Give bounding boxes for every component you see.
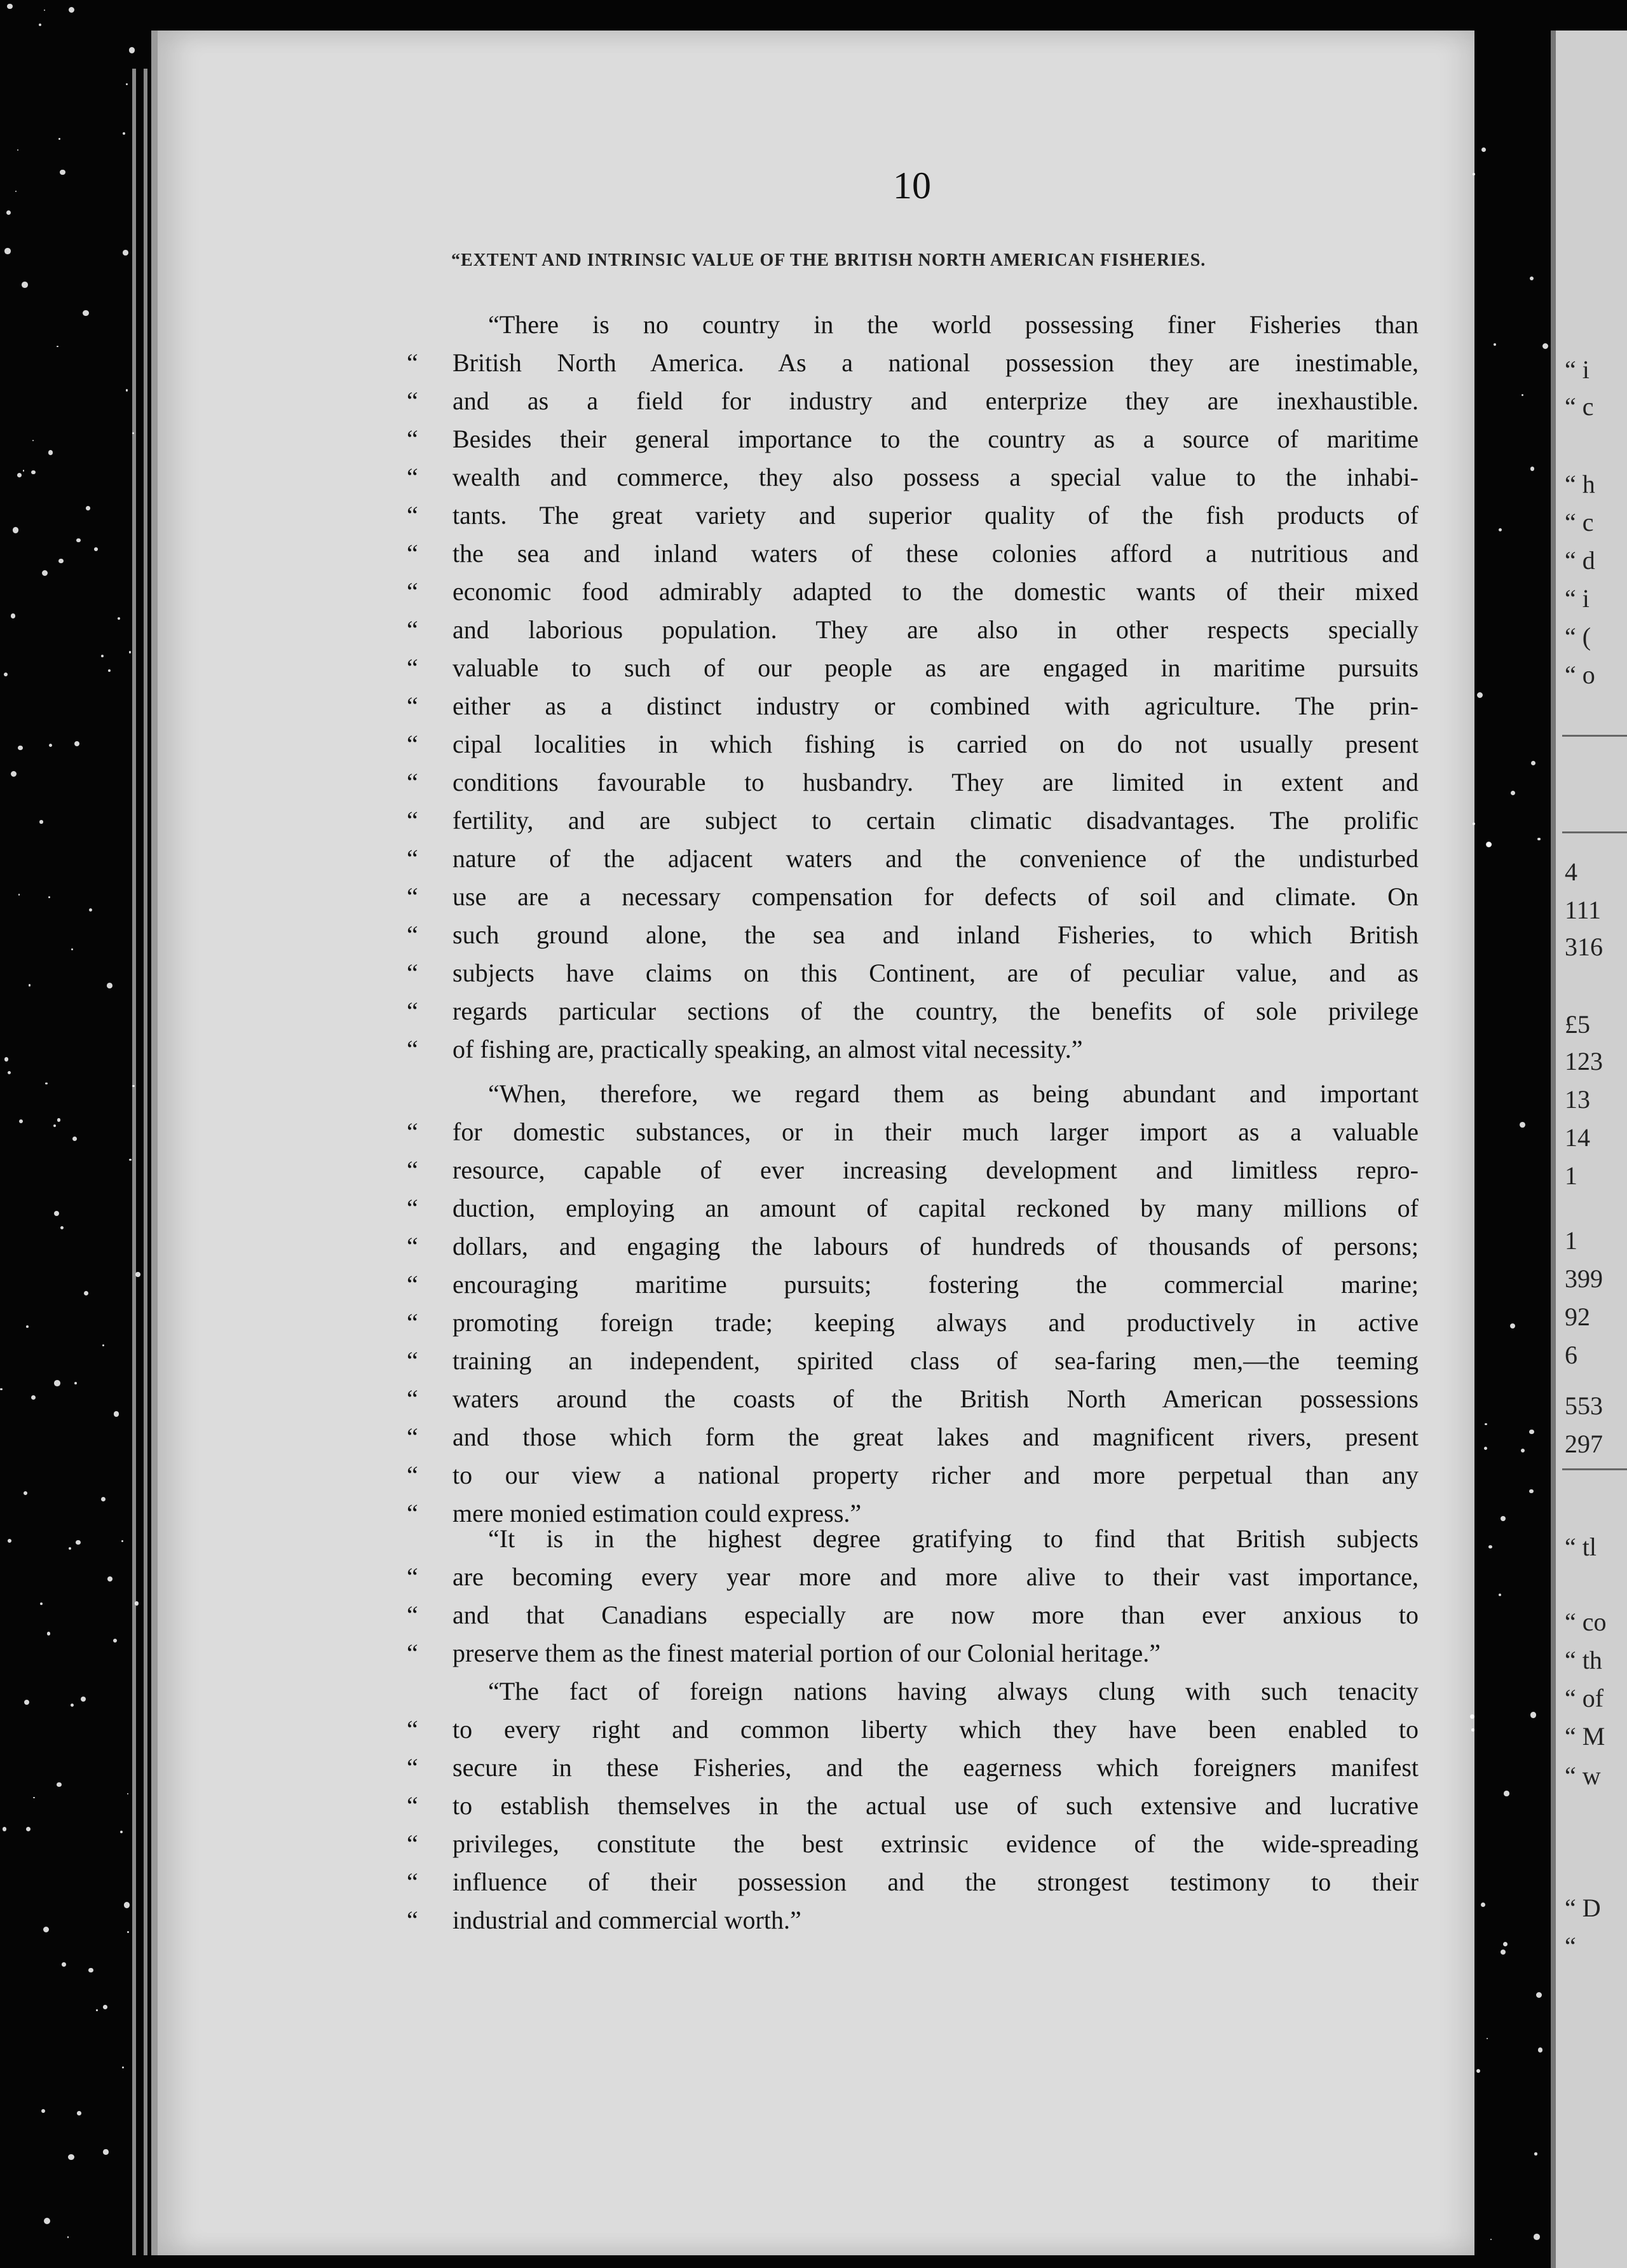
- margin-quote-mark: “: [407, 1601, 418, 1629]
- dust-speck: [17, 473, 22, 477]
- adjacent-fragment-line: 1: [1565, 1161, 1577, 1190]
- text-line: [0, 802, 1462, 840]
- page-number: 10: [893, 165, 931, 207]
- margin-quote-mark: “: [407, 1791, 418, 1820]
- dust-speck: [8, 1539, 11, 1543]
- margin-quote-mark: “: [407, 501, 418, 529]
- dust-speck: [129, 47, 135, 53]
- dust-speck: [60, 1226, 64, 1229]
- dust-speck: [41, 2109, 45, 2113]
- adjacent-rule: [1562, 1468, 1627, 1470]
- adjacent-fragment-line: “ d: [1565, 546, 1595, 575]
- margin-quote-mark: “: [407, 1868, 418, 1896]
- margin-quote-mark: “: [407, 1715, 418, 1744]
- text-line: [0, 1031, 1462, 1069]
- dust-speck: [1511, 791, 1515, 795]
- dust-speck: [1470, 1714, 1474, 1719]
- text-line: [0, 611, 1462, 650]
- margin-quote-mark: “: [407, 1639, 418, 1667]
- text-line-content: of fishing are, practically speaking, an almost vital necessity.”: [453, 1035, 1083, 1063]
- dust-speck: [62, 1962, 66, 1967]
- text-line-content: tants. The great variety and superior quality of the fish products of: [453, 501, 1419, 529]
- text-line-content: such ground alone, the sea and inland Fisheries, to which British: [453, 920, 1419, 949]
- text-line: [0, 878, 1462, 917]
- text-line-content: and as a field for industry and enterprize they are inexhaustible.: [453, 386, 1419, 415]
- dust-speck: [67, 2236, 69, 2238]
- dust-speck: [129, 651, 132, 653]
- text-line: [0, 497, 1462, 535]
- dust-speck: [1488, 1545, 1492, 1548]
- adjacent-rule: [1562, 735, 1627, 737]
- text-line-content: nature of the adjacent waters and the convenience of the undisturbed: [453, 844, 1419, 873]
- dust-speck: [4, 1057, 8, 1061]
- text-line-content: Besides their general importance to the country as a source of maritime: [453, 425, 1419, 453]
- text-line: [0, 1864, 1462, 1902]
- text-line: [0, 1152, 1462, 1190]
- margin-quote-mark: “: [407, 1232, 418, 1260]
- dust-speck: [1501, 1950, 1506, 1955]
- dust-speck: [123, 132, 125, 135]
- text-line: [0, 306, 1462, 345]
- dust-speck: [1477, 692, 1483, 698]
- dust-speck: [1504, 1791, 1509, 1796]
- dust-speck: [84, 1291, 88, 1295]
- dust-speck: [135, 1272, 140, 1276]
- text-line: [0, 421, 1462, 459]
- text-line-content: fertility, and are subject to certain climatic disadvantages. The prolific: [453, 806, 1419, 835]
- text-line-content: waters around the coasts of the British North American possessions: [453, 1384, 1419, 1413]
- text-line-content: cipal localities in which fishing is carried on do not usually present: [453, 730, 1419, 758]
- text-line-content: duction, employing an amount of capital reckoned by many millions of: [453, 1194, 1419, 1222]
- dust-speck: [94, 547, 98, 551]
- text-line: [0, 955, 1462, 993]
- dust-speck: [47, 1632, 50, 1635]
- adjacent-rule: [1562, 831, 1627, 833]
- dust-speck: [101, 1497, 106, 1501]
- text-line-content: British North America. As a national possession they are inestimable,: [453, 348, 1419, 377]
- margin-quote-mark: “: [407, 920, 418, 949]
- text-line-content: training an independent, spirited class of sea-faring men,—the teeming: [453, 1346, 1419, 1375]
- margin-quote-mark: “: [407, 882, 418, 911]
- adjacent-fragment-line: “ M: [1565, 1722, 1605, 1751]
- dust-speck: [132, 432, 134, 434]
- dust-speck: [108, 669, 111, 672]
- margin-quote-mark: “: [407, 1906, 418, 1934]
- dust-speck: [13, 527, 18, 533]
- margin-quote-mark: “: [407, 1499, 418, 1527]
- margin-quote-mark: “: [407, 1384, 418, 1413]
- adjacent-fragment-line: 6: [1565, 1341, 1577, 1369]
- text-line: [0, 1114, 1462, 1152]
- text-line-content: privileges, constitute the best extrinsic evidence of the wide-spreading: [453, 1829, 1419, 1858]
- dust-speck: [43, 1927, 49, 1932]
- text-line: [0, 1520, 1462, 1559]
- dust-speck: [7, 4, 13, 10]
- dust-speck: [60, 170, 65, 175]
- text-line-content: conditions favourable to husbandry. They are limited in extent and: [453, 768, 1419, 796]
- dust-speck: [1531, 761, 1535, 765]
- text-line: [0, 573, 1462, 611]
- adjacent-fragment-line: 14: [1565, 1123, 1590, 1152]
- dust-speck: [1484, 1447, 1487, 1450]
- adjacent-fragment-line: “ i: [1565, 355, 1590, 384]
- dust-speck: [68, 2154, 74, 2161]
- text-line: [0, 1749, 1462, 1787]
- dust-speck: [11, 613, 15, 618]
- margin-quote-mark: “: [407, 1423, 418, 1451]
- text-line-content: either as a distinct industry or combined with agriculture. The prin-: [453, 692, 1419, 720]
- dust-speck: [1487, 2038, 1488, 2039]
- dust-speck: [57, 1782, 61, 1787]
- adjacent-fragment-line: 123: [1565, 1047, 1603, 1076]
- margin-quote-mark: “: [407, 1308, 418, 1337]
- text-line-content: “When, therefore, we regard them as being abundant and important: [488, 1079, 1419, 1108]
- adjacent-fragment-line: 111: [1565, 896, 1602, 924]
- dust-speck: [69, 1547, 71, 1550]
- dust-speck: [76, 538, 80, 542]
- text-line-content: industrial and commercial worth.”: [453, 1906, 801, 1934]
- dust-speck: [1510, 1323, 1515, 1329]
- dust-speck: [1473, 173, 1475, 175]
- dust-speck: [39, 820, 43, 823]
- text-line: [0, 764, 1462, 802]
- dust-speck: [29, 984, 31, 987]
- dust-speck: [1499, 528, 1502, 531]
- text-line-content: “The fact of foreign nations having always clung with such tenacity: [488, 1677, 1419, 1705]
- dust-speck: [1486, 842, 1492, 847]
- dust-speck: [101, 655, 104, 657]
- dust-speck: [135, 1601, 139, 1606]
- dust-speck: [44, 10, 45, 11]
- dust-speck: [42, 570, 48, 576]
- text-line: [0, 1381, 1462, 1419]
- dust-speck: [126, 83, 128, 85]
- dust-speck: [1542, 343, 1548, 349]
- text-line: [0, 1559, 1462, 1597]
- margin-quote-mark: “: [407, 348, 418, 377]
- dust-speck: [1521, 1449, 1525, 1453]
- dust-speck: [24, 1700, 29, 1705]
- adjacent-fragment-line: 316: [1565, 932, 1603, 961]
- text-line: [0, 1342, 1462, 1381]
- adjacent-fragment-line: “ (: [1565, 622, 1591, 651]
- section-heading: “EXTENT AND INTRINSIC VALUE OF THE BRITISH NORTH AMERICAN FISHERIES.: [451, 250, 1206, 270]
- margin-quote-mark: “: [407, 1194, 418, 1222]
- text-line-content: “There is no country in the world possessing finer Fisheries than: [488, 310, 1419, 339]
- margin-quote-mark: “: [407, 1117, 418, 1146]
- dust-speck: [1520, 1122, 1525, 1128]
- text-line-content: and that Canadians especially are now more than ever anxious to: [453, 1601, 1419, 1629]
- dust-speck: [129, 1159, 131, 1161]
- adjacent-fragment-line: 297: [1565, 1430, 1603, 1458]
- dust-speck: [122, 2066, 125, 2069]
- dust-speck: [1473, 823, 1476, 826]
- adjacent-fragment-line: 1: [1565, 1226, 1577, 1255]
- margin-quote-mark: “: [407, 959, 418, 987]
- text-line: [0, 1304, 1462, 1342]
- margin-quote-mark: “: [407, 806, 418, 835]
- adjacent-fragment-line: “ o: [1565, 660, 1595, 689]
- margin-quote-mark: “: [407, 692, 418, 720]
- text-line-content: and those which form the great lakes and magnificent rivers, present: [453, 1423, 1419, 1451]
- dust-speck: [1530, 467, 1534, 470]
- text-line-content: dollars, and engaging the labours of hundreds of thousands of persons;: [453, 1232, 1419, 1260]
- text-line-content: are becoming every year more and more alive to their vast importance,: [453, 1562, 1419, 1591]
- dust-speck: [1529, 1489, 1534, 1494]
- text-line: [0, 917, 1462, 955]
- adjacent-fragment-line: “ of: [1565, 1684, 1604, 1712]
- dust-speck: [1471, 1728, 1474, 1732]
- margin-quote-mark: “: [407, 844, 418, 873]
- adjacent-fragment-line: “: [1565, 1932, 1576, 1960]
- dust-speck: [6, 210, 11, 215]
- adjacent-fragment-line: 92: [1565, 1302, 1590, 1331]
- text-line-content: secure in these Fisheries, and the eagerness which foreigners manifest: [453, 1753, 1419, 1782]
- text-line: [0, 1787, 1462, 1826]
- dust-speck: [3, 1827, 7, 1831]
- adjacent-fragment-line: “ tl: [1565, 1533, 1596, 1561]
- adjacent-fragment-line: “ w: [1565, 1761, 1601, 1790]
- text-line: [0, 650, 1462, 688]
- text-line: [0, 1266, 1462, 1304]
- dust-speck: [1481, 147, 1487, 153]
- dust-speck: [69, 7, 74, 13]
- margin-quote-mark: “: [407, 768, 418, 796]
- dust-speck: [31, 470, 36, 475]
- text-line-content: to establish themselves in the actual use of such extensive and lucrative: [453, 1791, 1419, 1820]
- text-line-content: promoting foreign trade; keeping always and productively in active: [453, 1308, 1419, 1337]
- dust-speck: [74, 1382, 77, 1384]
- adjacent-fragment-line: £5: [1565, 1010, 1590, 1039]
- dust-speck: [1536, 1992, 1542, 1998]
- dust-speck: [24, 1491, 27, 1495]
- margin-quote-mark: “: [407, 425, 418, 453]
- adjacent-fragment-line: 13: [1565, 1085, 1590, 1114]
- margin-quote-mark: “: [407, 1829, 418, 1858]
- dust-speck: [1490, 2239, 1492, 2240]
- dust-speck: [1530, 1712, 1537, 1718]
- text-line: [0, 345, 1462, 383]
- text-line: [0, 1076, 1462, 1114]
- dust-speck: [1538, 2047, 1542, 2052]
- text-line: [0, 1711, 1462, 1749]
- adjacent-fragment-line: “ th: [1565, 1646, 1602, 1674]
- text-line-content: regards particular sections of the country, the benefits of sole privilege: [453, 997, 1419, 1025]
- text-line-content: mere monied estimation could express.”: [453, 1499, 862, 1527]
- dust-speck: [1503, 1942, 1508, 1946]
- margin-quote-mark: “: [407, 1753, 418, 1782]
- dust-speck: [74, 741, 79, 746]
- dust-speck: [1485, 1423, 1487, 1425]
- margin-quote-mark: “: [407, 615, 418, 644]
- text-line-content: economic food admirably adapted to the domestic wants of their mixed: [453, 577, 1419, 606]
- text-line-content: resource, capable of ever increasing development and limitless repro-: [453, 1156, 1419, 1184]
- dust-speck: [4, 248, 10, 254]
- dust-speck: [1476, 2069, 1480, 2073]
- text-line: [0, 1457, 1462, 1495]
- margin-quote-mark: “: [407, 653, 418, 682]
- dust-speck: [1534, 2234, 1540, 2240]
- text-line: [0, 1228, 1462, 1266]
- adjacent-fragment-line: 399: [1565, 1264, 1603, 1293]
- dust-speck: [77, 2111, 81, 2115]
- text-line-content: wealth and commerce, they also possess a special value to the inhabi-: [453, 463, 1419, 491]
- dust-speck: [121, 1540, 123, 1542]
- text-line: [0, 1419, 1462, 1457]
- dust-speck: [1481, 1903, 1485, 1907]
- adjacent-fragment-line: “ i: [1565, 584, 1590, 613]
- dust-speck: [44, 2218, 50, 2224]
- dust-speck: [22, 282, 28, 288]
- margin-quote-mark: “: [407, 386, 418, 415]
- dust-speck: [113, 1639, 117, 1643]
- dust-speck: [1501, 1516, 1506, 1521]
- text-line: [0, 1673, 1462, 1711]
- text-line-content: “It is in the highest degree gratifying to find that British subjects: [488, 1524, 1419, 1553]
- adjacent-page-fragment: [1551, 31, 1627, 2268]
- text-line-content: preserve them as the finest material portion of our Colonial heritage.”: [453, 1639, 1161, 1667]
- dust-speck: [103, 2149, 108, 2154]
- text-line-content: to every right and common liberty which they have been enabled to: [453, 1715, 1419, 1744]
- dust-speck: [1529, 1430, 1534, 1435]
- text-line-content: encouraging maritime pursuits; fostering the commercial marine;: [453, 1270, 1419, 1299]
- dust-speck: [1537, 838, 1541, 841]
- adjacent-fragment-line: “ D: [1565, 1894, 1601, 1922]
- dust-speck: [76, 1540, 80, 1545]
- dust-speck: [72, 1137, 78, 1142]
- text-line-content: to our view a national property richer and more perpetual than any: [453, 1461, 1419, 1489]
- margin-quote-mark: “: [407, 1156, 418, 1184]
- text-line: [0, 1826, 1462, 1864]
- dust-speck: [96, 2009, 97, 2011]
- dust-speck: [1521, 394, 1523, 396]
- margin-quote-mark: “: [407, 539, 418, 568]
- margin-quote-mark: “: [407, 997, 418, 1025]
- margin-quote-mark: “: [407, 730, 418, 758]
- dust-speck: [8, 1071, 11, 1074]
- text-line: [0, 1597, 1462, 1635]
- dust-speck: [39, 24, 41, 26]
- text-line: [0, 1190, 1462, 1228]
- adjacent-fragment-line: “ c: [1565, 508, 1594, 536]
- margin-quote-mark: “: [407, 463, 418, 491]
- adjacent-fragment-line: “ h: [1565, 470, 1595, 498]
- dust-speck: [1534, 2152, 1537, 2155]
- dust-speck: [86, 506, 90, 510]
- text-line: [0, 535, 1462, 573]
- text-line-content: and laborious population. They are also in other respects specially: [453, 615, 1419, 644]
- text-line: [0, 1902, 1462, 1940]
- adjacent-fragment-line: “ c: [1565, 392, 1594, 421]
- text-line-content: valuable to such of our people as are engaged in maritime pursuits: [453, 653, 1419, 682]
- margin-quote-mark: “: [407, 577, 418, 606]
- text-line: [0, 840, 1462, 878]
- margin-quote-mark: “: [407, 1270, 418, 1299]
- dust-speck: [88, 1968, 93, 1972]
- dust-speck: [31, 1395, 36, 1400]
- margin-quote-mark: “: [407, 1562, 418, 1591]
- text-line-content: influence of their possession and the strongest testimony to their: [453, 1868, 1419, 1896]
- text-line-content: subjects have claims on this Continent, are of peculiar value, and as: [453, 959, 1419, 987]
- dust-speck: [18, 894, 20, 895]
- dust-speck: [124, 1902, 130, 1908]
- dust-speck: [83, 310, 88, 316]
- dust-speck: [123, 250, 128, 256]
- dust-speck: [1494, 343, 1496, 346]
- dust-speck: [15, 191, 17, 192]
- dust-speck: [126, 389, 128, 392]
- dust-speck: [48, 450, 53, 454]
- adjacent-fragment-line: 4: [1565, 857, 1577, 886]
- dust-speck: [17, 149, 19, 151]
- dust-speck: [58, 138, 61, 140]
- text-line-content: the sea and inland waters of these colonies afford a nutritious and: [453, 539, 1419, 568]
- margin-quote-mark: “: [407, 1461, 418, 1489]
- text-line: [0, 726, 1462, 764]
- text-line-content: for domestic substances, or in their much larger import as a valuable: [453, 1117, 1419, 1146]
- dust-speck: [127, 1793, 128, 1794]
- text-line: [0, 688, 1462, 726]
- margin-quote-mark: “: [407, 1346, 418, 1375]
- adjacent-fragment-line: “ co: [1565, 1608, 1607, 1636]
- text-line-content: use are a necessary compensation for defects of soil and climate. On: [453, 882, 1419, 911]
- dust-speck: [1530, 277, 1534, 280]
- margin-quote-mark: “: [407, 1035, 418, 1063]
- text-line: [0, 459, 1462, 497]
- text-line: [0, 993, 1462, 1031]
- text-line: [0, 383, 1462, 421]
- adjacent-fragment-line: 553: [1565, 1391, 1603, 1420]
- dust-speck: [103, 2005, 107, 2009]
- text-line: [0, 1635, 1462, 1673]
- dust-speck: [132, 1085, 134, 1087]
- dust-speck: [1499, 1594, 1501, 1596]
